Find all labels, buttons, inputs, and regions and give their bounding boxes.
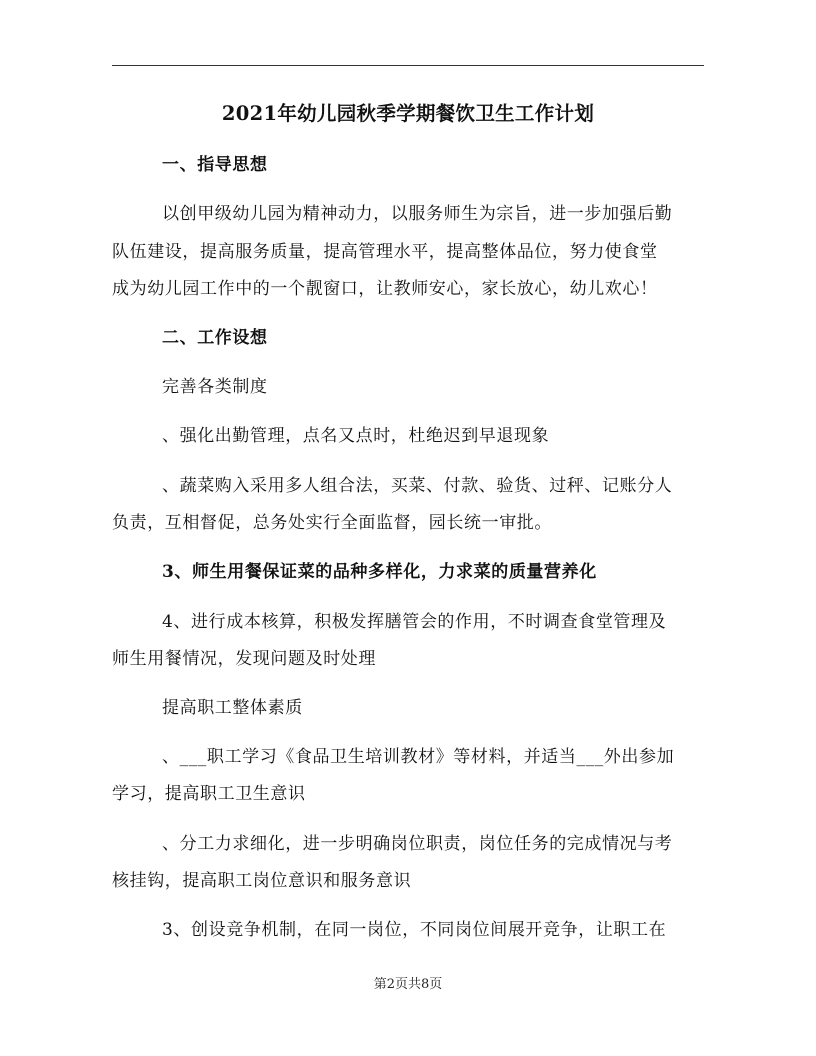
subheading-meal-variety: 3、师生用餐保证菜的品种多样化，力求菜的质量营养化 (162, 562, 597, 582)
paragraph-line: 、强化出勤管理，点名又点时，杜绝迟到早退现象 (162, 426, 550, 446)
paragraph-line: 学习，提高职工卫生意识 (112, 784, 306, 804)
section-heading-work-plan: 二、工作设想 (162, 328, 268, 348)
paragraph-line: 核挂钩，提高职工岗位意识和服务意识 (112, 871, 412, 891)
paragraph-line: 以创甲级幼儿园为精神动力，以服务师生为宗旨，进一步加强后勤 (162, 204, 673, 224)
section-heading-guiding-thought: 一、指导思想 (162, 155, 268, 175)
paragraph-line: 3、创设竞争机制，在同一岗位，不同岗位间展开竞争，让职工在 (162, 920, 667, 940)
paragraph-line: 队伍建设，提高服务质量，提高管理水平，提高整体品位，努力使食堂 (112, 242, 658, 262)
paragraph-line: 、蔬菜购入采用多人组合法，买菜、付款、验货、过秤、记账分人 (162, 476, 673, 496)
paragraph-line: 成为幼儿园工作中的一个靓窗口，让教师安心，家长放心，幼儿欢心！ (112, 279, 658, 299)
paragraph-line: 4、进行成本核算，积极发挥膳管会的作用，不时调查食堂管理及 (162, 612, 667, 632)
document-title: 2021年幼儿园秋季学期餐饮卫生工作计划 (221, 102, 595, 125)
subheading-improve-systems: 完善各类制度 (162, 377, 268, 397)
page-number-footer: 第2页共8页 (373, 977, 443, 992)
paragraph-line: 负责，互相督促，总务处实行全面监督，园长统一审批。 (112, 513, 552, 533)
header-rule (112, 65, 704, 66)
paragraph-line: 师生用餐情况，发现问题及时处理 (112, 649, 376, 669)
paragraph-line: 、___职工学习《食品卫生培训教材》等材料，并适当___外出参加 (162, 747, 675, 767)
paragraph-line: 、分工力求细化，进一步明确岗位职责，岗位任务的完成情况与考 (162, 834, 673, 854)
subheading-staff-quality: 提高职工整体素质 (162, 698, 303, 718)
